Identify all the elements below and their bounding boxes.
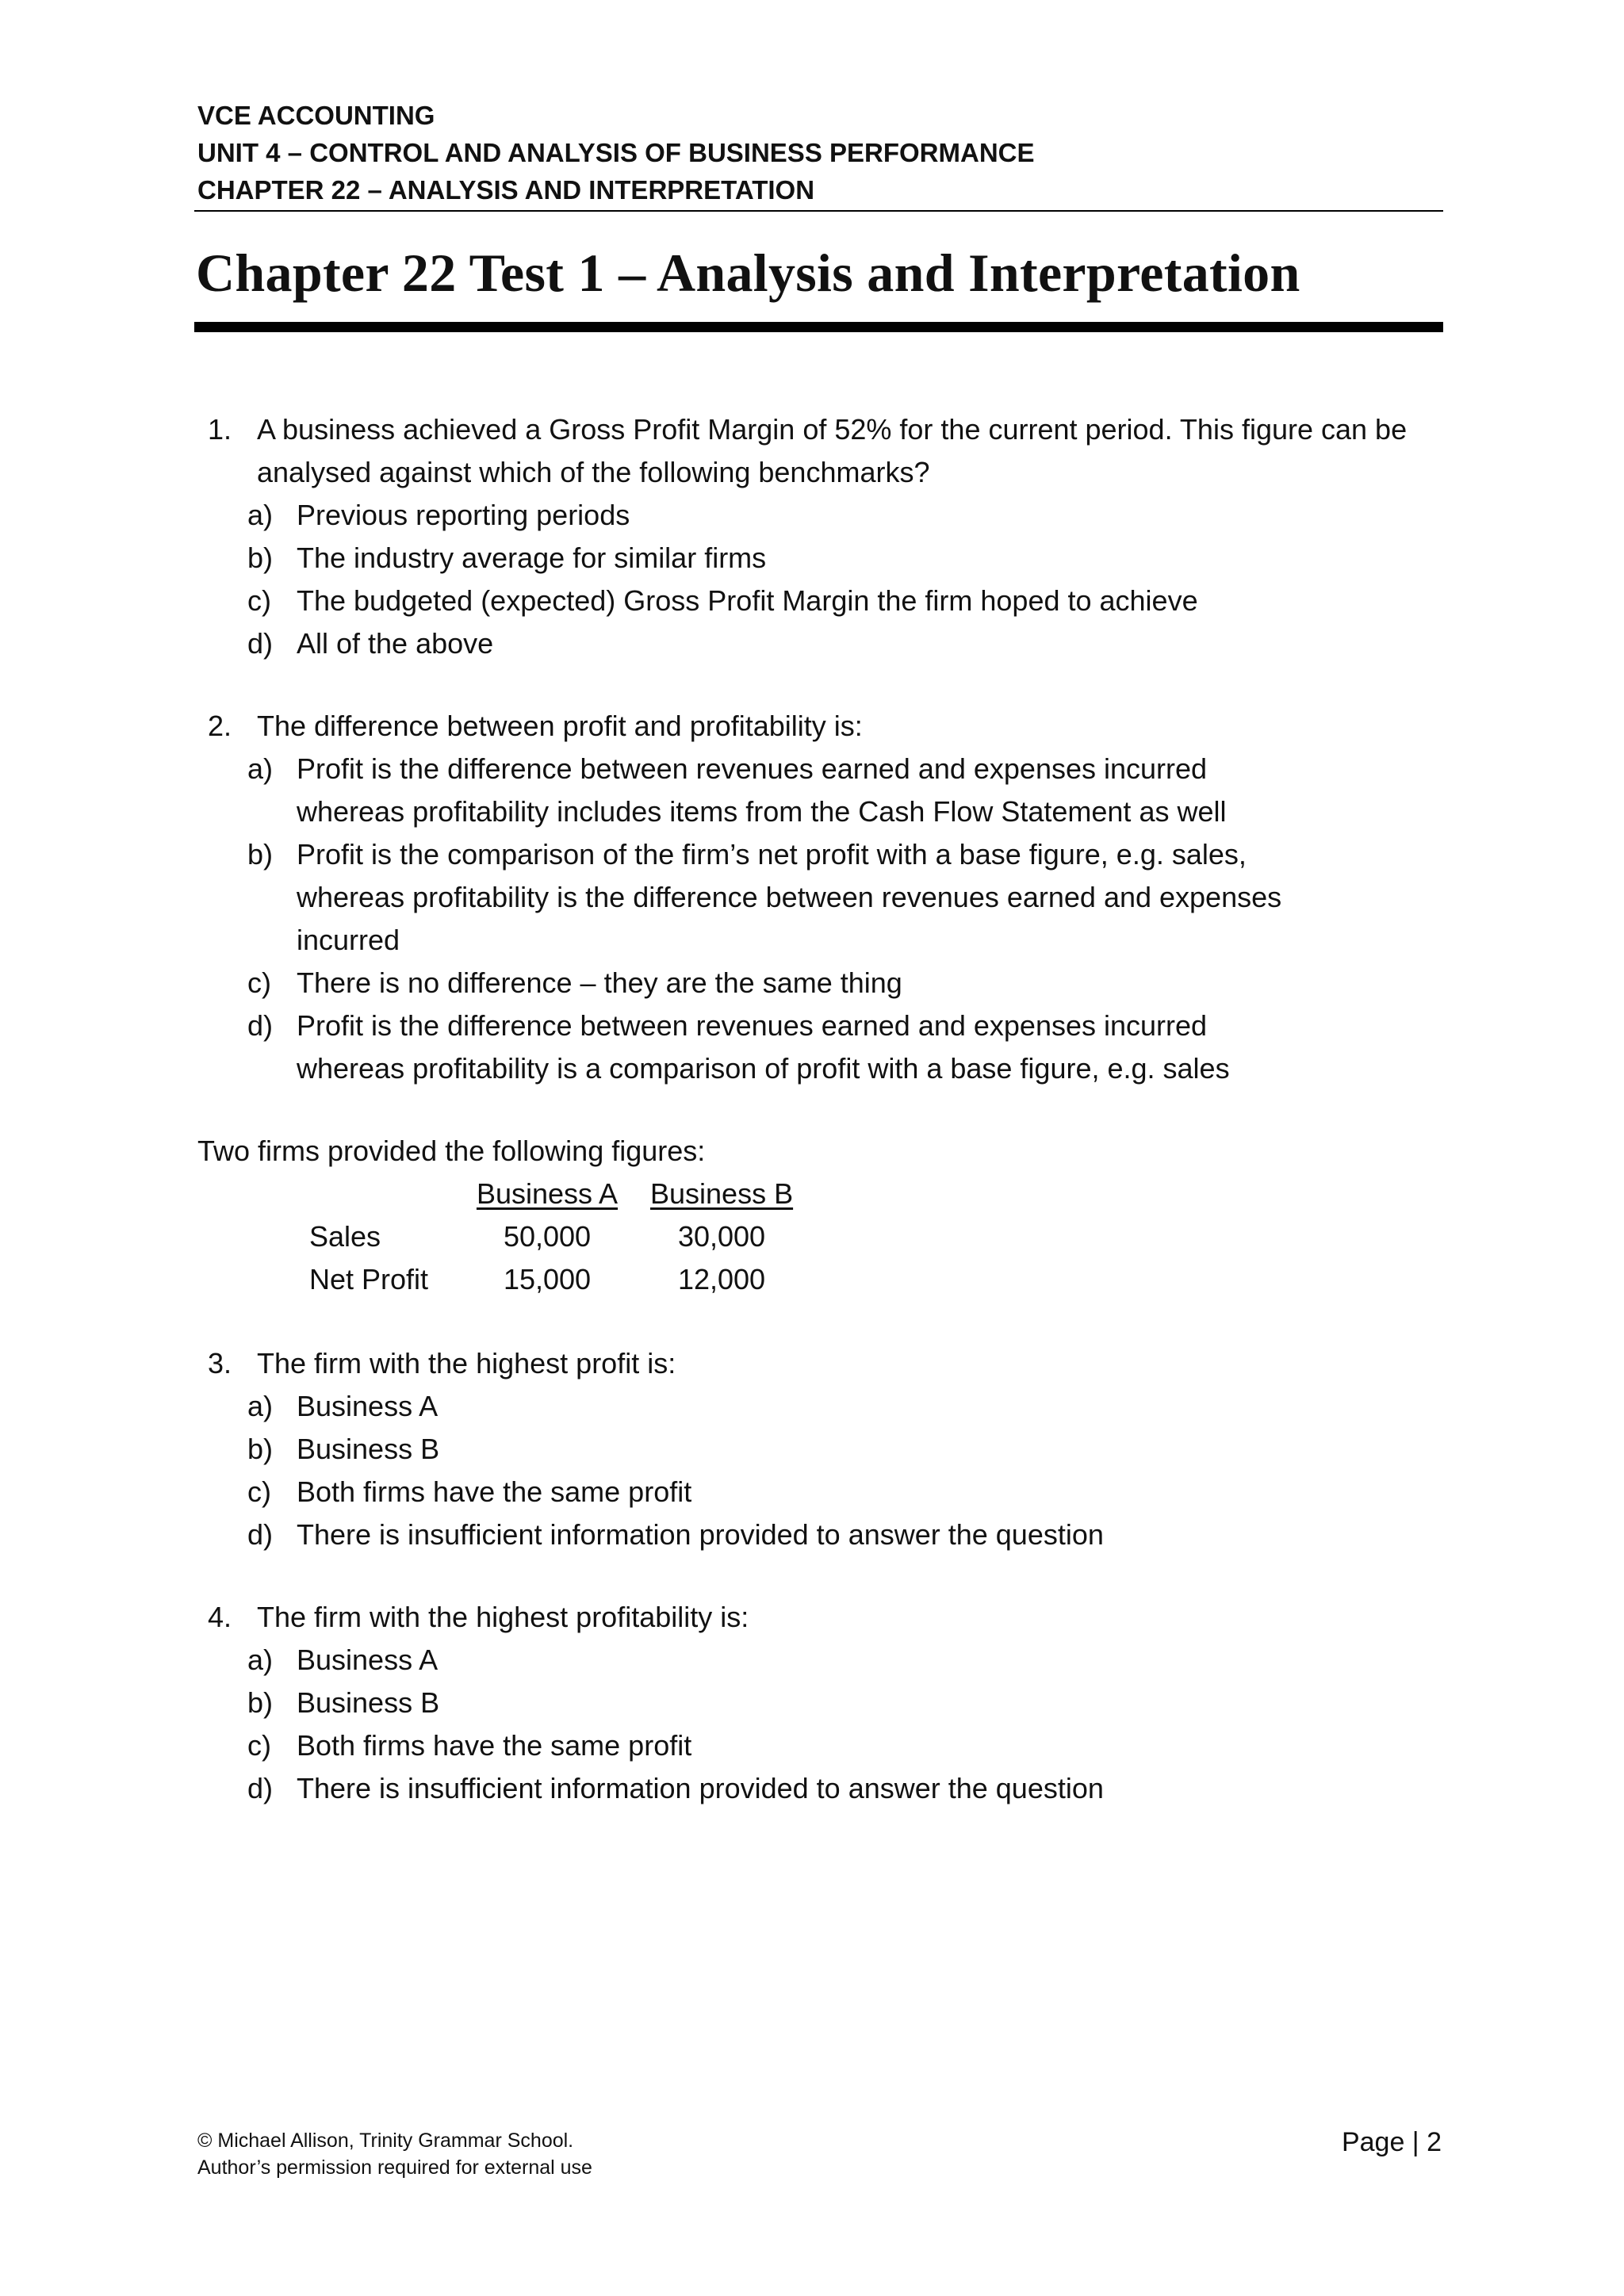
- question-text: The firm with the highest profit is:: [257, 1347, 676, 1380]
- option-letter: b): [247, 541, 274, 574]
- option-text: Profit is the difference between revenues earned and expenses incurred whereas profitability is a comparison of profit with a base figure, e.g. sales: [297, 1009, 1230, 1085]
- question-text: A business achieved a Gross Profit Margin of 52% for the current period. This figure can be analysed against which of the following benchmarks?: [257, 413, 1408, 488]
- page-number: Page | 2: [1341, 2127, 1442, 2157]
- header-subject: VCE ACCOUNTING: [197, 101, 435, 130]
- option-b: [200, 833, 1335, 962]
- page-title: Chapter 22 Test 1 – Analysis and Interpretation: [196, 243, 1300, 303]
- option-letter: b): [247, 1433, 274, 1465]
- option-b: [200, 1428, 1437, 1471]
- question-number: 2.: [208, 710, 232, 742]
- option-text: All of the above: [297, 627, 494, 660]
- option-letter: b): [247, 1686, 274, 1719]
- option-text: Both firms have the same profit: [297, 1475, 692, 1508]
- option-b: [200, 1682, 1437, 1724]
- option-text: The budgeted (expected) Gross Profit Margin the firm hoped to achieve: [297, 584, 1198, 617]
- option-c: [200, 580, 1437, 622]
- option-d: [200, 622, 1437, 665]
- question-number: 4.: [208, 1601, 232, 1633]
- question-3: [200, 1342, 1437, 1556]
- document-header: [197, 97, 1442, 209]
- option-c: [200, 1724, 1437, 1767]
- option-text: Business A: [297, 1390, 439, 1422]
- figures-intro: Two firms provided the following figures:: [197, 1135, 706, 1167]
- option-letter: a): [247, 752, 274, 785]
- column-header-business-a: Business A: [476, 1177, 619, 1210]
- copyright-line: © Michael Allison, Trinity Grammar School.: [197, 2130, 574, 2152]
- option-text: There is insufficient information provided to answer the question: [297, 1772, 1104, 1804]
- row-label: Sales: [309, 1220, 381, 1253]
- option-text: Both firms have the same profit: [297, 1729, 692, 1762]
- title-divider: [194, 322, 1443, 332]
- option-letter: d): [247, 1009, 274, 1042]
- cell-business-a: 50,000: [503, 1220, 592, 1253]
- option-text: Profit is the comparison of the firm’s net profit with a base figure, e.g. sales, whereas profitability is the difference between revenues earned and expenses incurred: [297, 838, 1282, 956]
- option-c: [200, 1471, 1437, 1513]
- option-text: Business B: [297, 1433, 440, 1465]
- option-letter: a): [247, 1390, 274, 1422]
- question-text: The difference between profit and profitability is:: [257, 710, 863, 742]
- option-b: [200, 537, 1437, 580]
- cell-business-a: 15,000: [503, 1263, 592, 1295]
- option-text: The industry average for similar firms: [297, 541, 767, 574]
- column-header-business-b: Business B: [650, 1177, 794, 1210]
- cell-business-b: 30,000: [677, 1220, 766, 1253]
- option-letter: d): [247, 627, 274, 660]
- option-letter: c): [247, 584, 271, 617]
- option-text: Business A: [297, 1644, 439, 1676]
- option-letter: c): [247, 1475, 271, 1508]
- option-d: [200, 1767, 1437, 1810]
- option-text: Profit is the difference between revenues earned and expenses incurred whereas profitability includes items from the Cash Flow Statement as well: [297, 752, 1227, 828]
- option-text: Previous reporting periods: [297, 499, 630, 531]
- header-unit: UNIT 4 – CONTROL AND ANALYSIS OF BUSINESS PERFORMANCE: [197, 138, 1035, 167]
- option-text: Business B: [297, 1686, 440, 1719]
- option-letter: d): [247, 1772, 274, 1804]
- header-divider: [194, 210, 1443, 212]
- footer-copyright: [197, 2127, 592, 2181]
- option-a: [200, 494, 1437, 537]
- option-text: There is no difference – they are the same thing: [297, 966, 902, 999]
- option-text: There is insufficient information provided to answer the question: [297, 1518, 1104, 1551]
- question-number: 3.: [208, 1347, 232, 1380]
- header-chapter: CHAPTER 22 – ANALYSIS AND INTERPRETATION: [197, 175, 815, 205]
- option-a: [200, 1385, 1437, 1428]
- option-letter: c): [247, 966, 271, 999]
- option-letter: d): [247, 1518, 274, 1551]
- question-1: [200, 408, 1437, 665]
- question-text: The firm with the highest profitability is:: [257, 1601, 749, 1633]
- cell-business-b: 12,000: [677, 1263, 766, 1295]
- question-4: [200, 1596, 1437, 1810]
- option-d: [200, 1004, 1288, 1090]
- option-letter: a): [247, 499, 274, 531]
- option-d: [200, 1513, 1437, 1556]
- option-letter: b): [247, 838, 274, 871]
- option-c: [200, 962, 1437, 1004]
- option-a: [200, 1639, 1437, 1682]
- question-number: 1.: [208, 413, 232, 446]
- permission-line: Author’s permission required for external use: [197, 2156, 592, 2179]
- option-letter: a): [247, 1644, 274, 1676]
- question-2: [200, 705, 1437, 1090]
- option-a: [200, 748, 1288, 833]
- option-letter: c): [247, 1729, 271, 1762]
- row-label: Net Profit: [309, 1263, 429, 1295]
